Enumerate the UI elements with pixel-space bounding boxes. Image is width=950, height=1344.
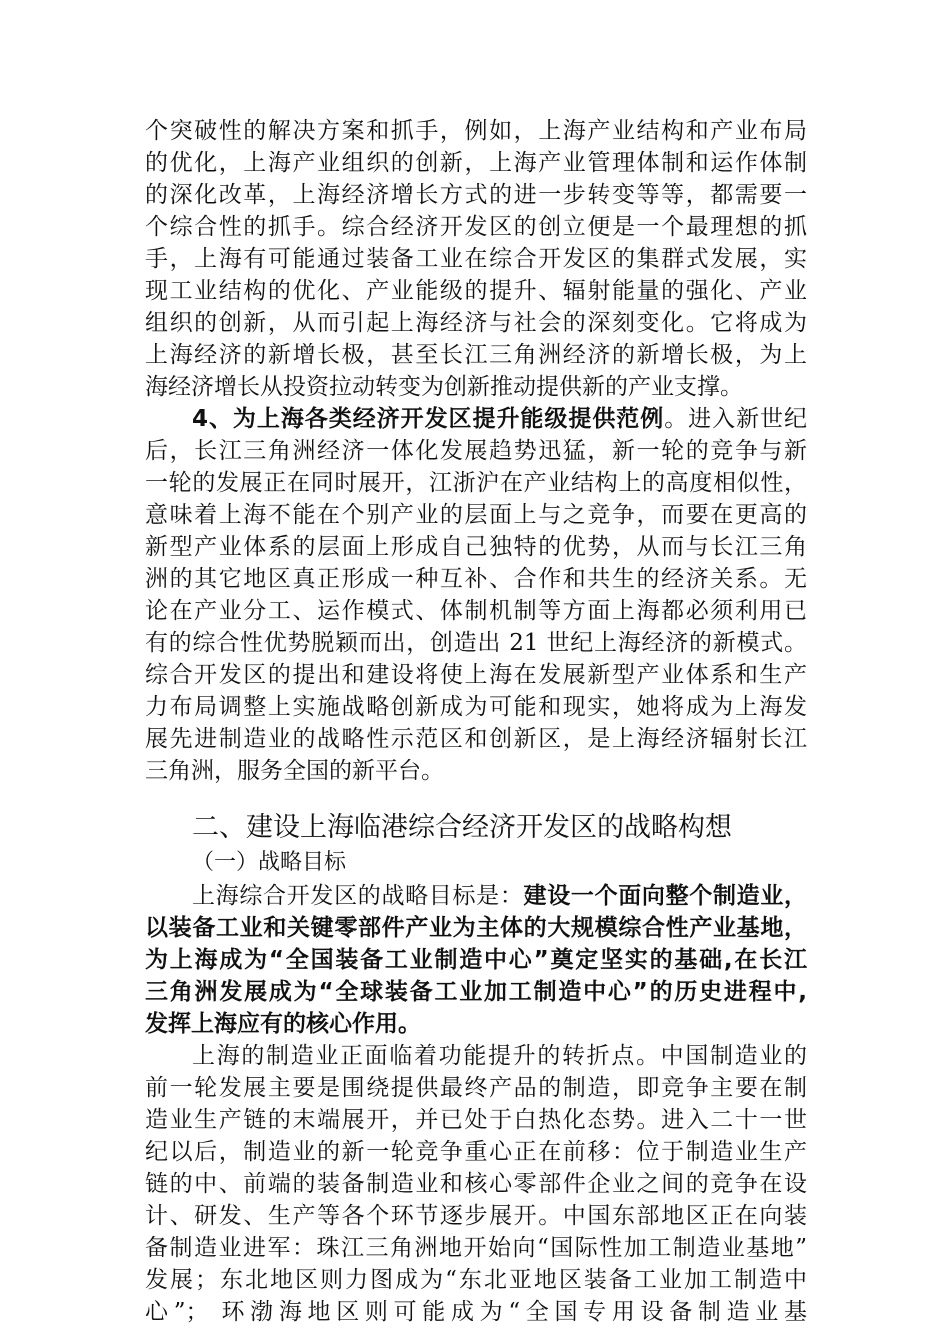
body-line: 心”； 环渤海地区则可能成为“全国专用设备制造业基 bbox=[145, 1299, 807, 1325]
body-line: 上海经济的新增长极，甚至长江三角洲经济的新增长极，为上 bbox=[145, 342, 807, 368]
body-line: 后，长江三角洲经济一体化发展趋势迅猛，新一轮的竞争与新 bbox=[145, 438, 807, 464]
body-line: 力布局调整上实施战略创新成为可能和现实，她将成为上海发 bbox=[145, 694, 807, 720]
body-line: 洲的其它地区真正形成一种互补、合作和共生的经济关系。无 bbox=[145, 566, 807, 592]
paragraph-4-lead-rest: 。进入新世纪 bbox=[664, 406, 807, 432]
body-line: 一轮的发展正在同时展开，江浙沪在产业结构上的高度相似性， bbox=[145, 470, 807, 496]
body-line: 个综合性的抓手。综合经济开发区的创立便是一个最理想的抓 bbox=[145, 214, 807, 240]
body-line: 海经济增长从投资拉动转变为创新推动提供新的产业支撑。 bbox=[145, 374, 743, 400]
body-line: 计、研发、生产等各个环节逐步展开。中国东部地区正在向装 bbox=[145, 1203, 807, 1229]
body-line: 上海的制造业正面临着功能提升的转折点。中国制造业的 bbox=[192, 1043, 807, 1069]
subsection-heading: （一）战略目标 bbox=[192, 850, 347, 875]
body-line: 发展；东北地区则力图成为“东北亚地区装备工业加工制造中 bbox=[145, 1267, 807, 1293]
body-line: 三角洲，服务全国的新平台。 bbox=[145, 758, 444, 784]
goal-lead-text: 上海综合开发区的战略目标是： bbox=[192, 883, 524, 909]
body-line: 论在产业分工、运作模式、体制机制等方面上海都必须利用已 bbox=[145, 598, 807, 624]
body-line: 手，上海有可能通过装备工业在综合开发区的集群式发展，实 bbox=[145, 246, 807, 272]
goal-line: 为上海成为“全国装备工业制造中心”奠定坚实的基础,在长江 bbox=[145, 947, 807, 973]
body-line: 纪以后，制造业的新一轮竞争重心正在前移：位于制造业生产 bbox=[145, 1139, 807, 1165]
body-line: 组织的创新，从而引起上海经济与社会的深刻变化。它将成为 bbox=[145, 310, 807, 336]
body-line: 意味着上海不能在个别产业的层面上与之竞争，而要在更高的 bbox=[145, 502, 807, 528]
goal-line: 发挥上海应有的核心作用。 bbox=[145, 1011, 421, 1037]
paragraph-4-lead bbox=[192, 403, 807, 435]
body-line: 有的综合性优势脱颖而出，创造出 21 世纪上海经济的新模式。 bbox=[145, 630, 807, 656]
body-line: 展先进制造业的战略性示范区和创新区，是上海经济辐射长江 bbox=[145, 726, 807, 752]
goal-line: 三角洲发展成为“全球装备工业加工制造中心”的历史进程中, bbox=[145, 979, 807, 1005]
paragraph-4-title: 4、为上海各类经济开发区提升能级提供范例 bbox=[192, 406, 665, 432]
body-line: 备制造业进军：珠江三角洲地开始向“国际性加工制造业基地” bbox=[145, 1235, 807, 1261]
goal-lead-emphasis: 建设一个面向整个制造业， bbox=[523, 883, 807, 909]
goal-lead bbox=[192, 880, 807, 912]
body-line: 造业生产链的末端展开，并已处于白热化态势。进入二十一世 bbox=[145, 1107, 807, 1133]
body-line: 综合开发区的提出和建设将使上海在发展新型产业体系和生产 bbox=[145, 662, 807, 688]
body-line: 链的中、前端的装备制造业和核心零部件企业之间的竞争在设 bbox=[145, 1171, 807, 1197]
body-line: 的深化改革，上海经济增长方式的进一步转变等等，都需要一 bbox=[145, 182, 807, 208]
body-line: 现工业结构的优化、产业能级的提升、辐射能量的强化、产业 bbox=[145, 278, 807, 304]
body-line: 新型产业体系的层面上形成自己独特的优势，从而与长江三角 bbox=[145, 534, 807, 560]
body-line: 的优化，上海产业组织的创新，上海产业管理体制和运作体制 bbox=[145, 150, 807, 176]
body-line: 个突破性的解决方案和抓手，例如，上海产业结构和产业布局 bbox=[145, 118, 807, 144]
body-line: 前一轮发展主要是围绕提供最终产品的制造，即竞争主要在制 bbox=[145, 1075, 807, 1101]
goal-line: 以装备工业和关键零部件产业为主体的大规模综合性产业基地， bbox=[145, 915, 807, 941]
section-heading: 二、建设上海临港综合经济开发区的战略构想 bbox=[192, 812, 732, 843]
